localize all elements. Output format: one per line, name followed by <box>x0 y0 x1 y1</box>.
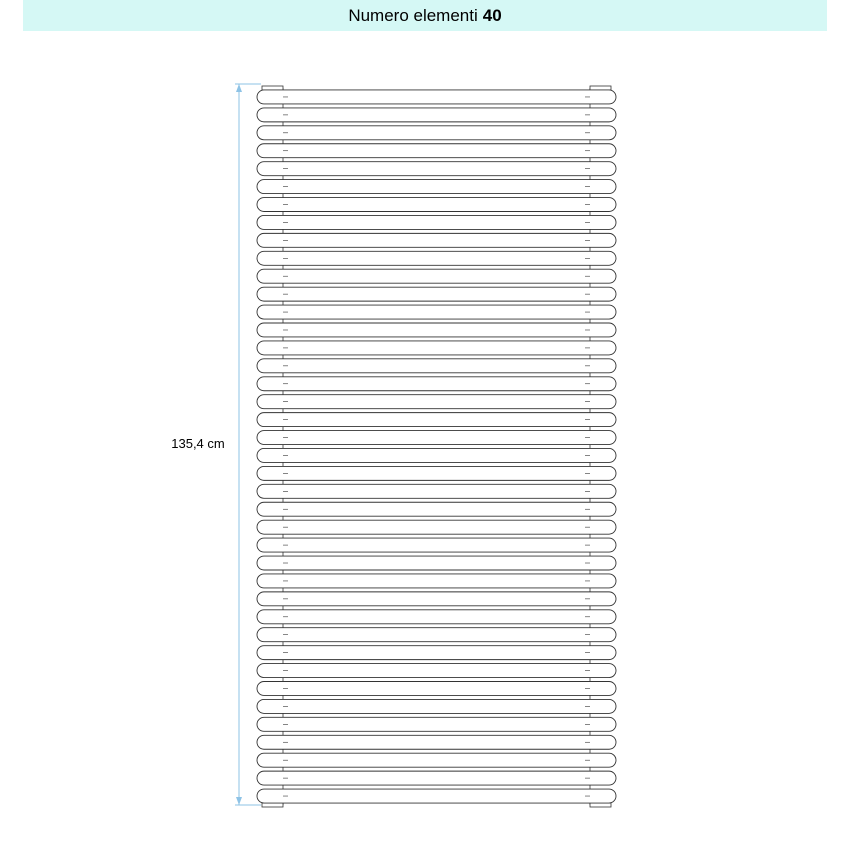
radiator-tube <box>257 520 616 534</box>
radiator-tube <box>257 628 616 642</box>
radiator-tube <box>257 431 616 445</box>
radiator-tube <box>257 305 616 319</box>
header-label: Numero elementi <box>348 5 478 25</box>
radiator-tube <box>257 90 616 104</box>
radiator-tube <box>257 323 616 337</box>
radiator-tube <box>257 682 616 696</box>
top-left-cap <box>262 86 283 90</box>
radiator-tube <box>257 269 616 283</box>
radiator-tube <box>257 144 616 158</box>
radiator-tube <box>257 108 616 122</box>
bottom-right-cap <box>590 803 611 807</box>
radiator-tube <box>257 395 616 409</box>
radiator-tube <box>257 717 616 731</box>
radiator-tube <box>257 359 616 373</box>
radiator-tube <box>257 592 616 606</box>
radiator-tube <box>257 753 616 767</box>
radiator-tube <box>257 735 616 749</box>
radiator <box>257 86 616 807</box>
top-right-cap <box>590 86 611 90</box>
radiator-tube <box>257 610 616 624</box>
radiator-tube <box>257 664 616 678</box>
dimension-arrow-up <box>236 84 242 92</box>
radiator-tube <box>257 646 616 660</box>
height-dimension <box>235 84 261 805</box>
radiator-tube <box>257 341 616 355</box>
radiator-tube <box>257 413 616 427</box>
radiator-tube <box>257 538 616 552</box>
radiator-tube <box>257 287 616 301</box>
radiator-tube <box>257 556 616 570</box>
radiator-tube <box>257 233 616 247</box>
radiator-tube <box>257 251 616 265</box>
radiator-tube <box>257 699 616 713</box>
element-count: 40 <box>482 5 502 25</box>
dimension-arrow-down <box>236 797 242 805</box>
radiator-tube <box>257 377 616 391</box>
height-dimension-label: 135,4 cm <box>171 436 225 451</box>
radiator-tube <box>257 502 616 516</box>
radiator-tube <box>257 771 616 785</box>
radiator-tube <box>257 215 616 229</box>
radiator-tube <box>257 180 616 194</box>
radiator-tube <box>257 126 616 140</box>
radiator-tube <box>257 448 616 462</box>
radiator-tube <box>257 574 616 588</box>
radiator-tube <box>257 789 616 803</box>
radiator-tube <box>257 484 616 498</box>
radiator-tube <box>257 162 616 176</box>
bottom-left-cap <box>262 803 283 807</box>
radiator-tube <box>257 466 616 480</box>
radiator-tube <box>257 198 616 212</box>
